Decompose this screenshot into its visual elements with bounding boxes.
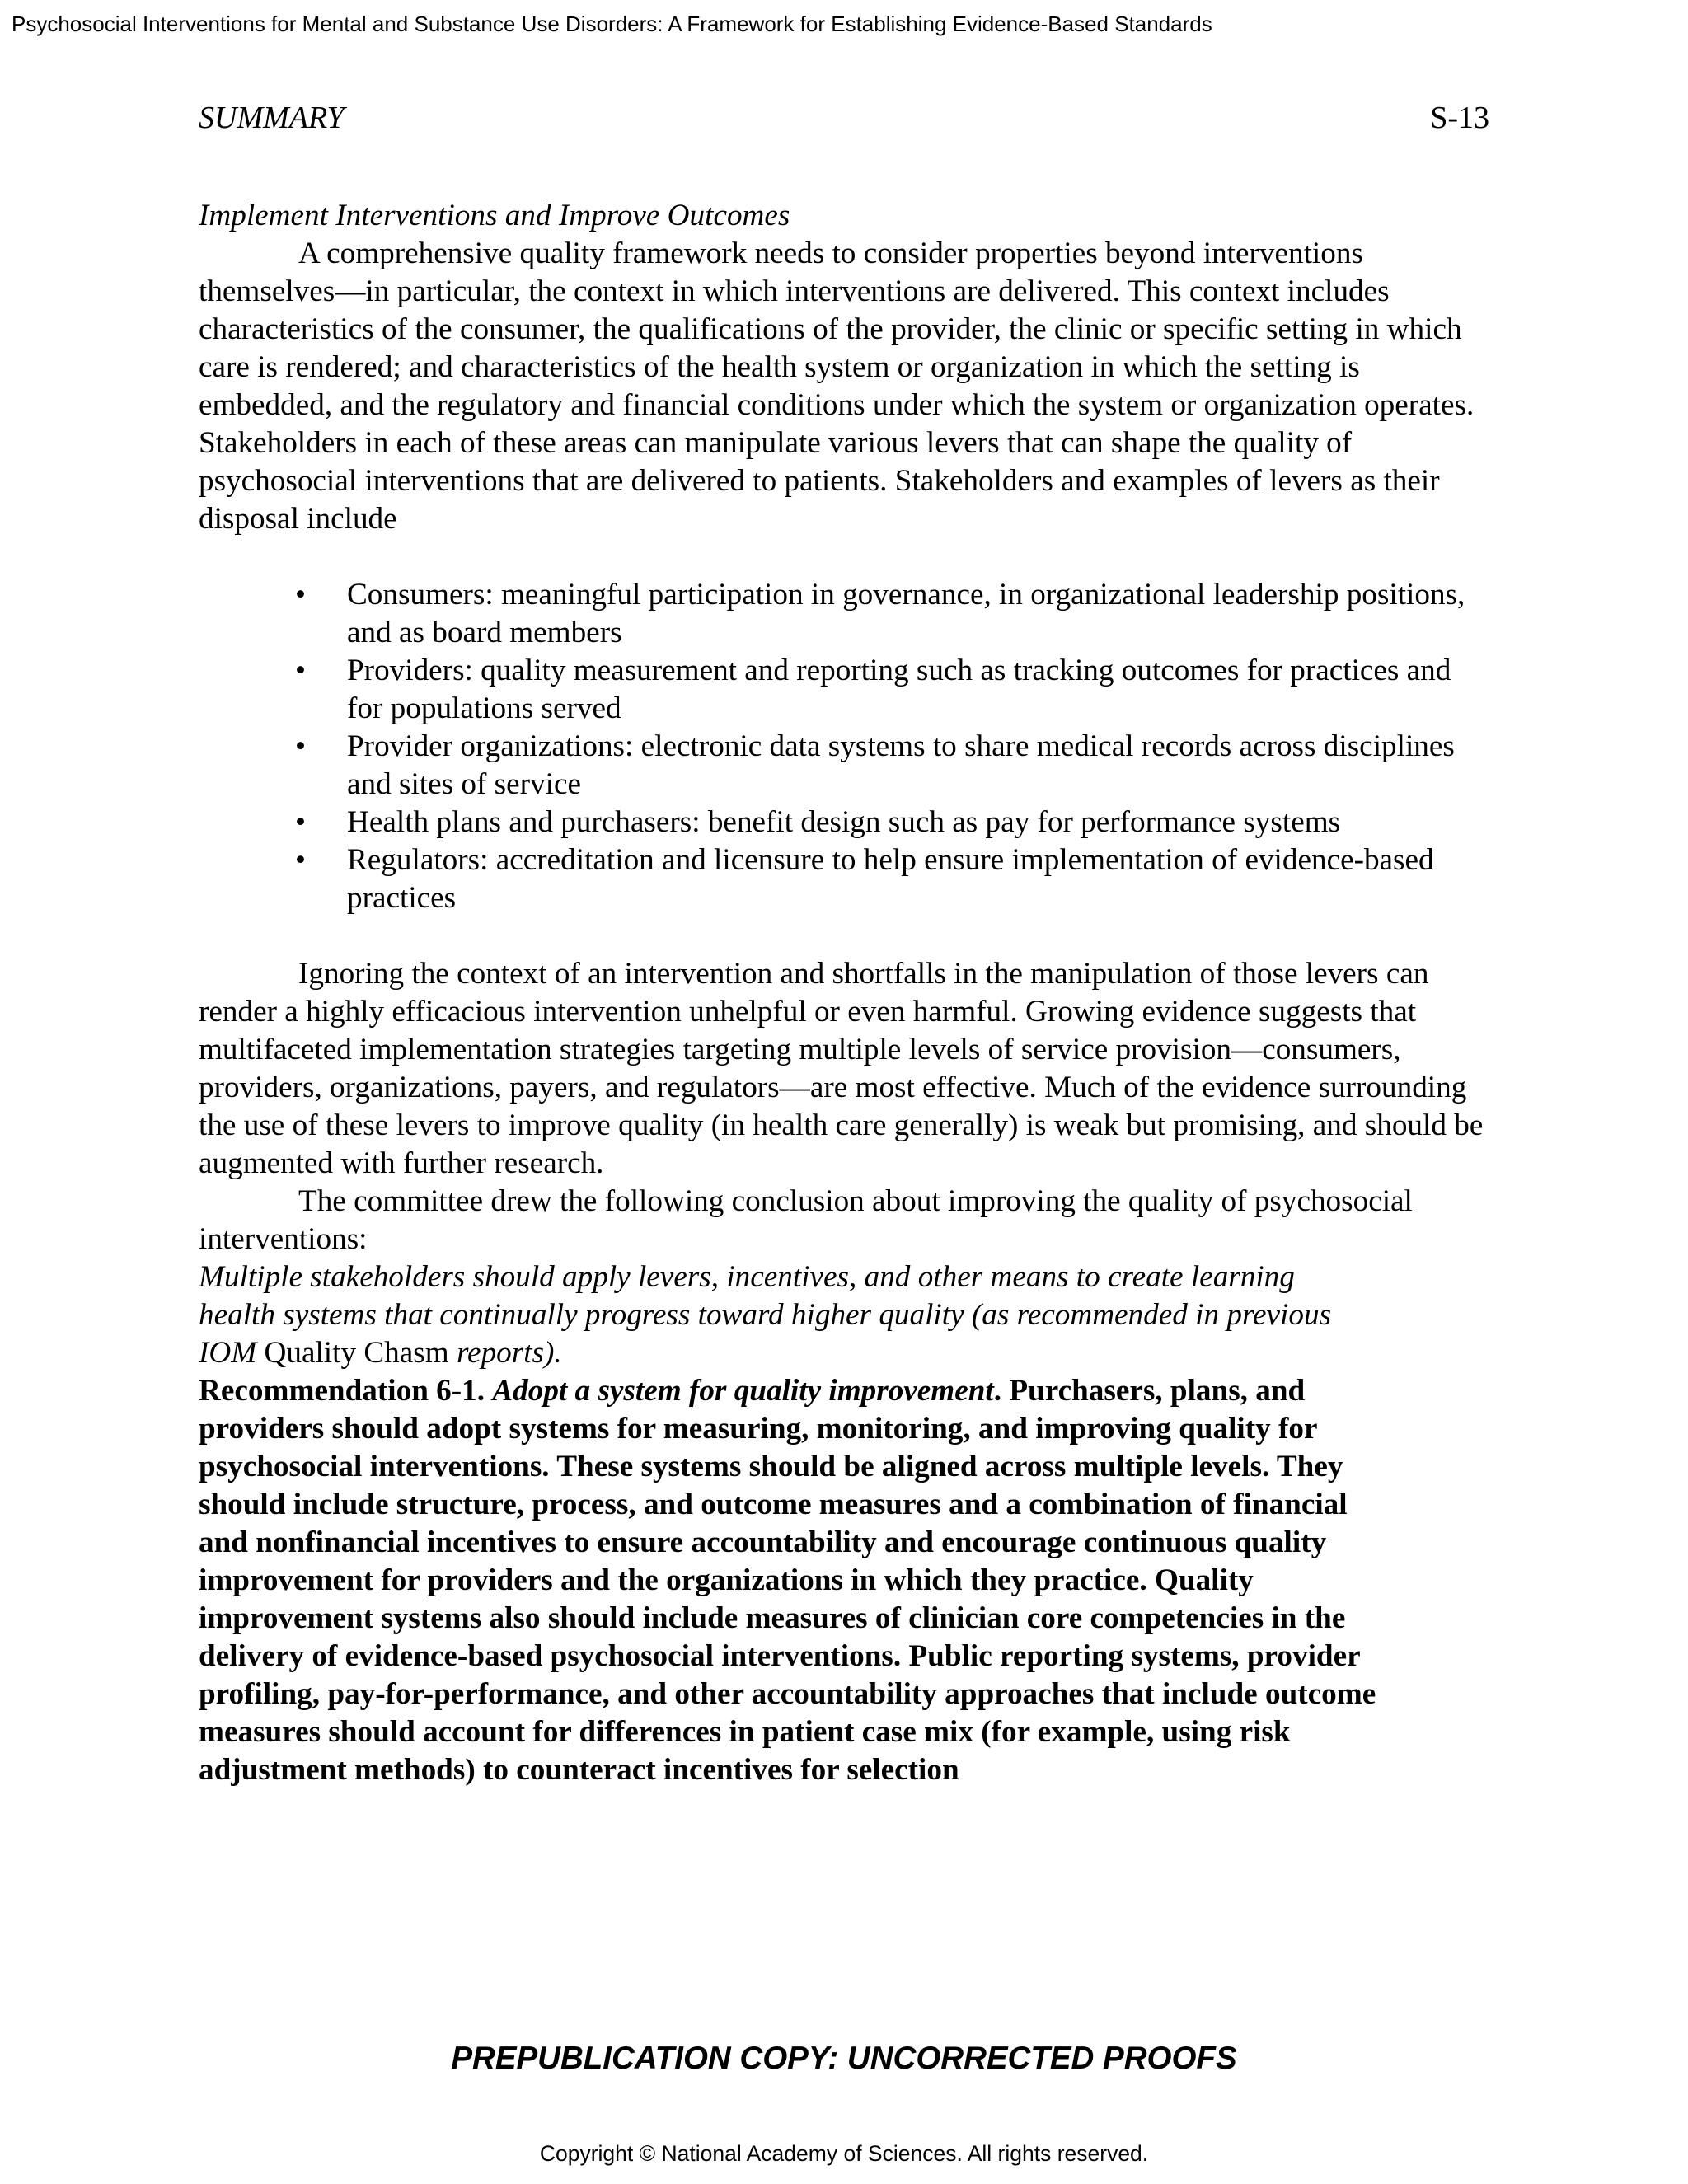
paragraph-committee: The committee drew the following conclusion about improving the quality of psychosocial interventions: — [199, 1184, 1413, 1256]
list-item — [295, 804, 1489, 841]
section-name: SUMMARY — [199, 101, 345, 135]
bullet-icon: • — [295, 729, 307, 763]
stakeholder-levers-list — [199, 576, 1489, 917]
book-title-bar: Psychosocial Interventions for Mental and Substance Use Disorders: A Framework for Establishing Evidence-Based Standards — [12, 12, 1212, 36]
list-item-text: Consumers: meaningful participation in governance, in organizational leadership positions, and as board members — [347, 578, 1465, 649]
list-item — [295, 841, 1489, 917]
conclusion-end: reports). — [448, 1336, 562, 1370]
recommendation-title-period: . — [993, 1374, 1002, 1408]
running-header — [199, 97, 1489, 138]
list-item-text: Provider organizations: electronic data systems to share medical records across disciplines and sites of service — [347, 729, 1455, 801]
recommendation-text: Purchasers, plans, and providers should adopt systems for measuring, monitoring, and improving quality for psychosocial interventions. These systems should be aligned across multiple levels. They should include structure, process, and outcome measures and a combination of financial and nonfinancial incentives to ensure accountability and encourage continuous quality improvement for providers and the organizations in which they practice. Quality improvement systems also should include measures of clinician core competencies in the delivery of evidence-based psychosocial interventions. Public reporting systems, provider profiling, pay-for-performance, and other accountability approaches that include outcome measures should account for differences in patient case mix (for example, using risk adjustment methods) to counteract incentives for selection — [199, 1374, 1376, 1787]
bullet-icon: • — [295, 578, 307, 612]
list-item — [295, 652, 1489, 728]
document-body — [199, 197, 1489, 1789]
conclusion-block — [199, 1258, 1369, 1372]
page-number: S-13 — [1430, 101, 1489, 135]
paragraph-context: A comprehensive quality framework needs to consider properties beyond interventions themselves—in particular, the context in which interventions are delivered. This context includes characteristics of the consumer, the qualifications of the provider, the clinic or specific setting in which care is rendered; and characteristics of the health system or organization in which the setting is embedded, and the regulatory and financial conditions under which the system or organization operates. Stakeholders in each of these areas can manipulate various levers that can shape the quality of psychosocial interventions that are delivered to patients. Stakeholders and examples of levers as their disposal include — [199, 237, 1475, 536]
section-heading: Implement Interventions and Improve Outcomes — [199, 199, 790, 232]
list-item-text: Regulators: accreditation and licensure to help ensure implementation of evidence-based practices — [347, 843, 1434, 915]
copyright-notice: Copyright © National Academy of Sciences. All rights reserved. — [539, 2141, 1149, 2166]
list-item — [295, 576, 1489, 652]
recommendation-title: Adopt a system for quality improvement — [492, 1374, 994, 1408]
bullet-icon: • — [295, 843, 307, 877]
list-item — [295, 728, 1489, 804]
recommendation-label: Recommendation 6-1. — [199, 1374, 485, 1408]
list-item-text: Health plans and purchasers: benefit design such as pay for performance systems — [347, 805, 1341, 839]
bullet-icon: • — [295, 654, 307, 687]
conclusion-text: Multiple stakeholders should apply levers, incentives, and other means to create learning health systems that continually progress toward higher quality (as recommended in previous IOM — [199, 1260, 1332, 1370]
recommendation-block — [199, 1372, 1377, 1789]
bullet-icon: • — [295, 805, 307, 839]
paragraph-evidence: Ignoring the context of an intervention and shortfalls in the manipulation of those levers can render a highly efficacious intervention unhelpful or even harmful. Growing evidence suggests that multifaceted implementation strategies targeting multiple levels of service provision—consumers, providers, organizations, payers, and regulators—are most effective. Much of the evidence surrounding the use of these levers to improve quality (in health care generally) is weak but promising, and should be augmented with further research. — [199, 957, 1484, 1180]
report-name: Quality Chasm — [264, 1336, 449, 1370]
list-item-text: Providers: quality measurement and reporting such as tracking outcomes for practices and for populations served — [347, 654, 1451, 725]
prepublication-notice: PREPUBLICATION COPY: UNCORRECTED PROOFS — [451, 2041, 1237, 2076]
